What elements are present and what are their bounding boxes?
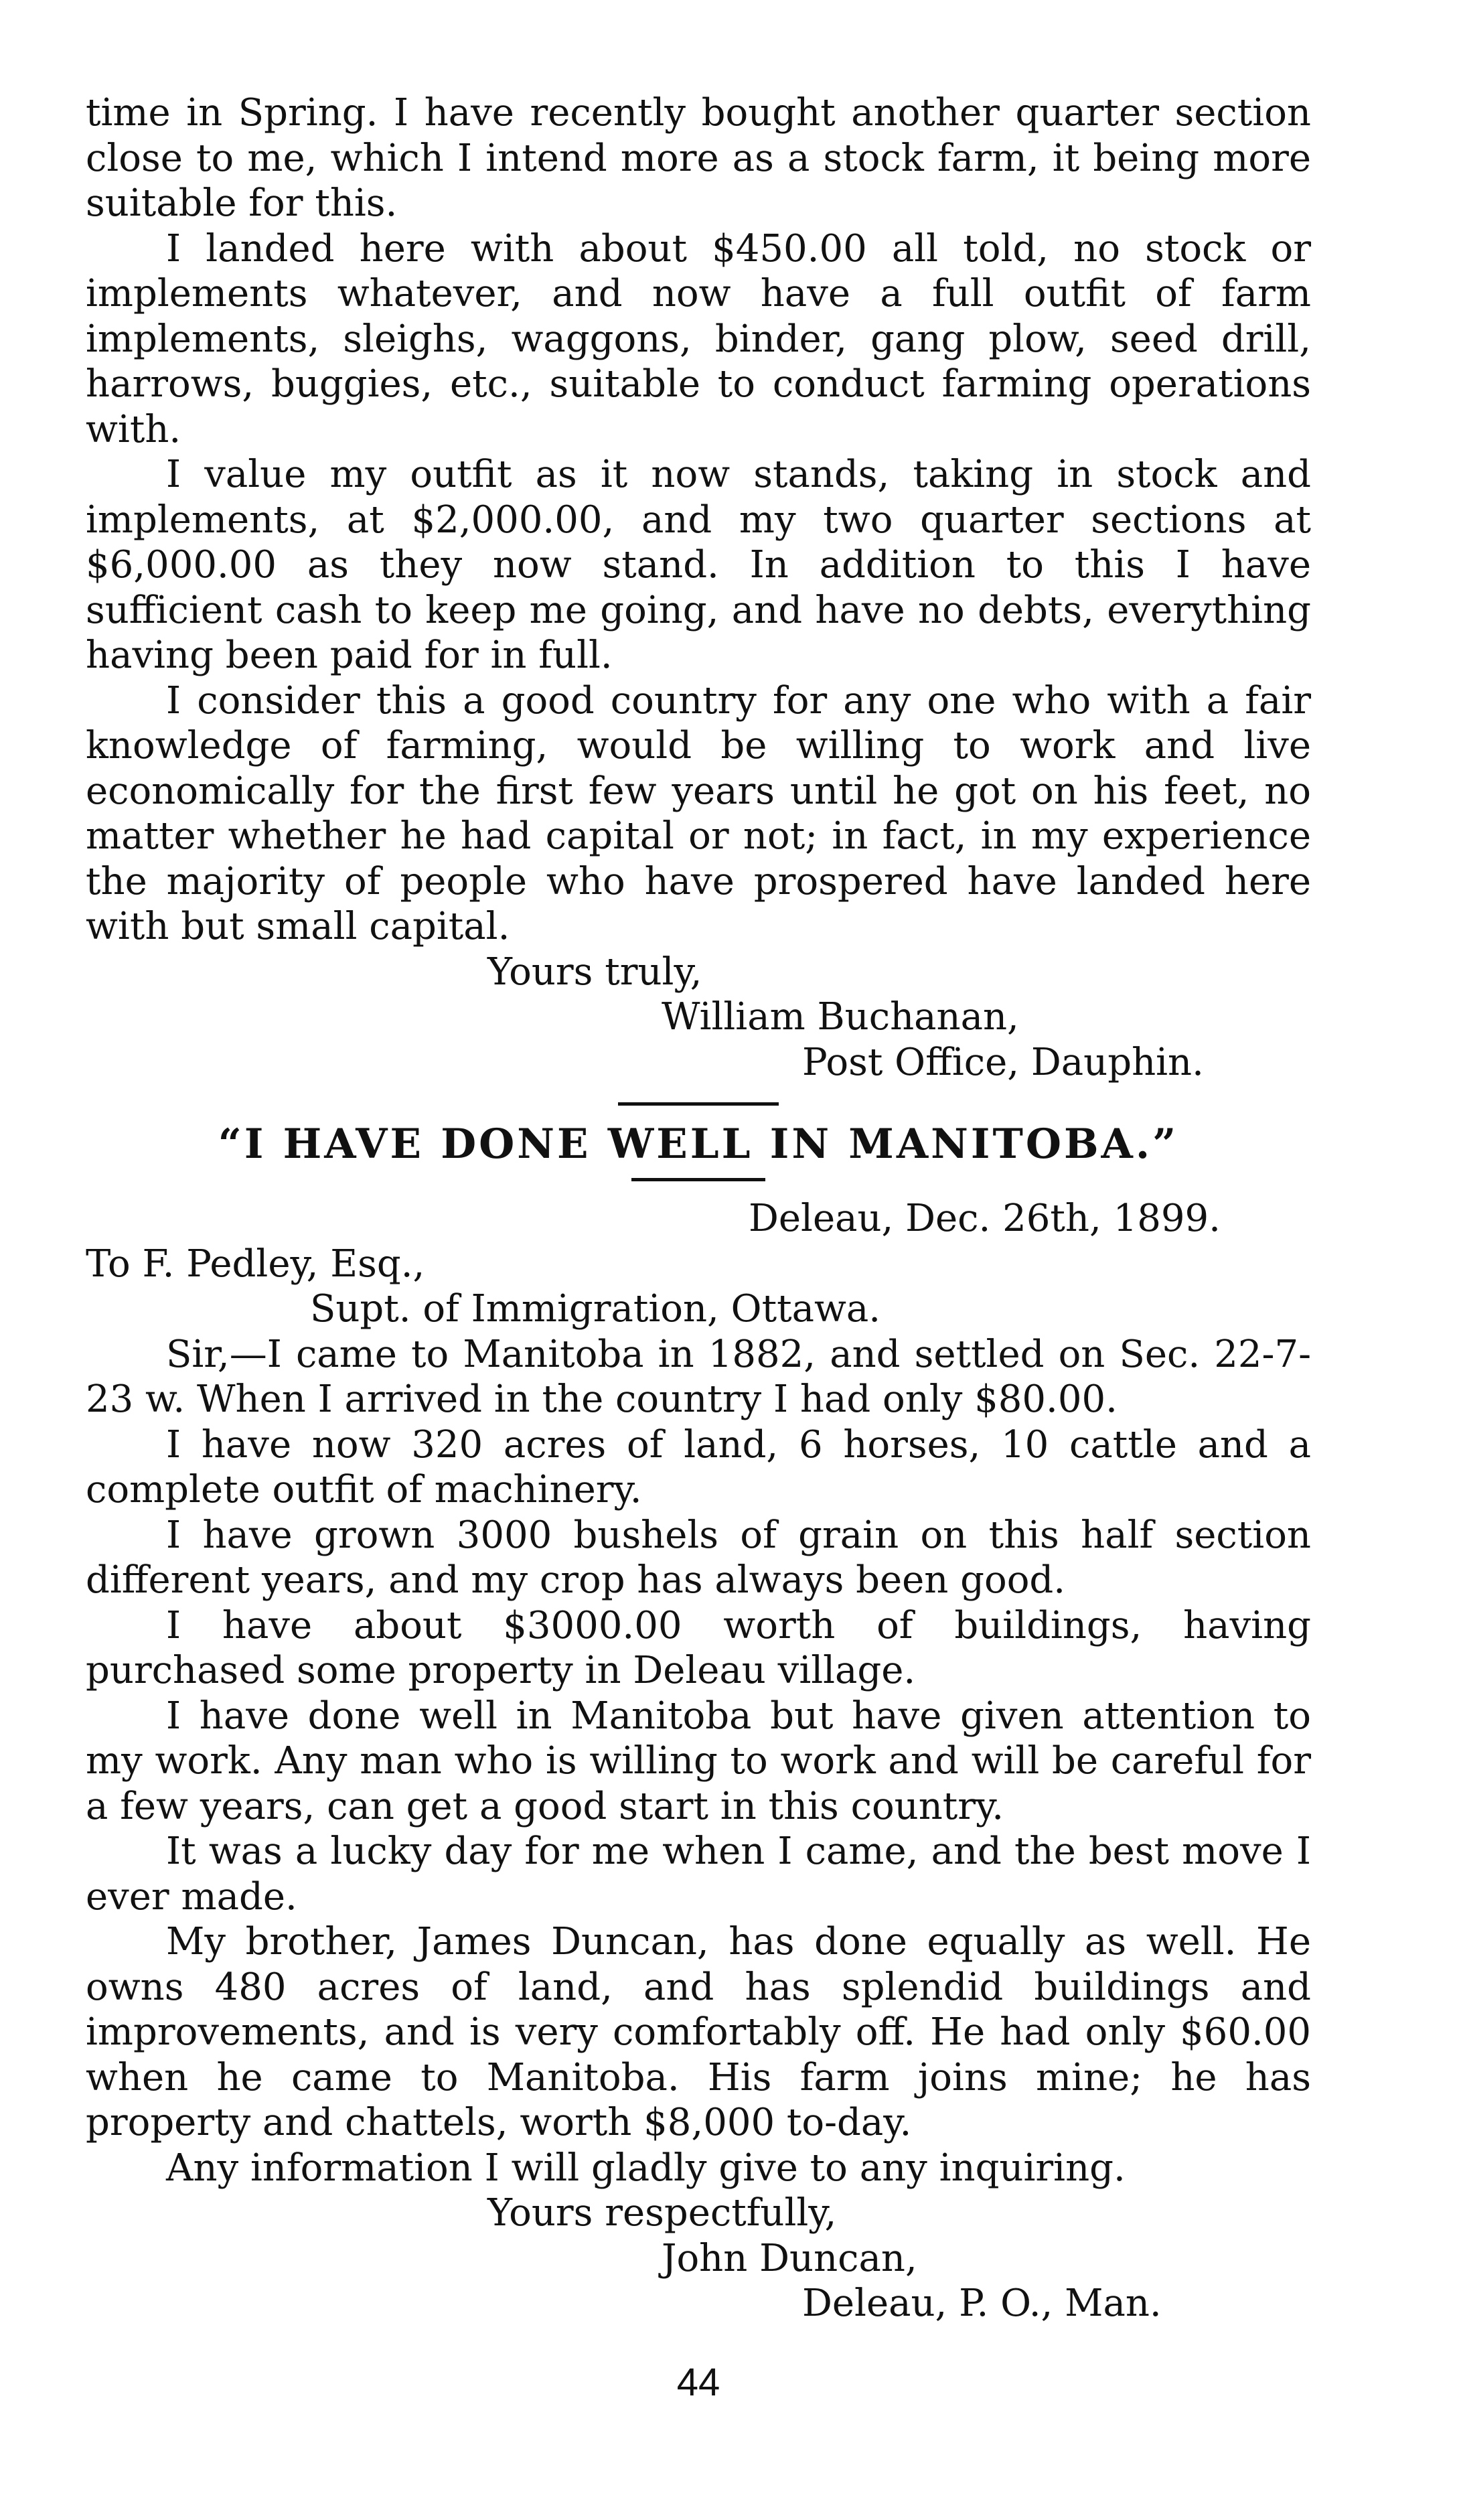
page-number: 44 [676,2360,720,2404]
paragraph: I have about $3000.00 worth of buildings, having purchased some property in Deleau village. [86,1603,1311,1692]
paragraph: Any information I will gladly give to any inquiring. [166,2146,1126,2190]
paragraph: Sir,—I came to Manitoba in 1882, and settled on Sec. 22-7-23 w. When I arrived in the country I had only $80.00. [86,1332,1311,1421]
paragraph: I value my outfit as it now stands, taking in stock and implements, at $2,000.00, and my two quarter sections at $6,000.00 as they now stand. In addition to this I have sufficient cash to keep me going, and have no debts, everything having been paid for in full. [86,453,1311,677]
closing: Yours respectfully, [487,2191,837,2235]
closing: Yours truly, [487,950,702,994]
paragraph: I have done well in Manitoba but have given attention to my work. Any man who is willing to work and will be careful for a few years, can get a good start in this country. [86,1694,1311,1828]
signature-name: John Duncan, [662,2236,917,2280]
paragraph: I have now 320 acres of land, 6 horses, 10 cattle and a complete outfit of machinery. [86,1422,1311,1511]
signature-address: Post Office, Dauphin. [802,1040,1204,1084]
paragraph: I landed here with about $450.00 all told, no stock or implements whatever, and now have a full outfit of farm implements, sleighs, waggons, binder, gang plow, seed drill, harrows, buggies, etc., suitable to conduct farming operations with. [86,226,1311,451]
signature-address: Deleau, P. O., Man. [802,2282,1162,2325]
section-heading: “I HAVE DONE WELL IN MANITOBA.” [218,1120,1179,1168]
document-page [86,90,1311,2405]
dateline: Deleau, Dec. 26th, 1899. [749,1197,1221,1240]
addressee: To F. Pedley, Esq., [86,1242,425,1286]
paragraph: time in Spring. I have recently bought another quarter section close to me, which I intend more as a stock farm, it being more suitable for this. [86,91,1311,225]
signature-name: William Buchanan, [662,995,1019,1039]
paragraph: I have grown 3000 bushels of grain on this half section different years, and my crop has always been good. [86,1513,1311,1602]
letter-duncan [86,1114,1311,2326]
addressee-title: Supt. of Immigration, Ottawa. [310,1287,881,1331]
letter-buchanan [86,90,1311,1085]
divider [631,1178,765,1181]
paragraph: It was a lucky day for me when I came, and the best move I ever made. [86,1830,1311,1919]
divider [618,1102,779,1106]
paragraph: My brother, James Duncan, has done equally as well. He owns 480 acres of land, and has splendid buildings and improvements, and is very comfortably off. He had only $60.00 when he came to Manitoba. His farm joins mine; he has property and chattels, worth $8,000 to-day. [86,1920,1311,2144]
paragraph: I consider this a good country for any one who with a fair knowledge of farming, would be willing to work and live economically for the first few years until he got on his feet, no matter whether he had capital or not; in fact, in my experience the majority of people who have prospered have landed here with but small capital. [86,678,1311,948]
